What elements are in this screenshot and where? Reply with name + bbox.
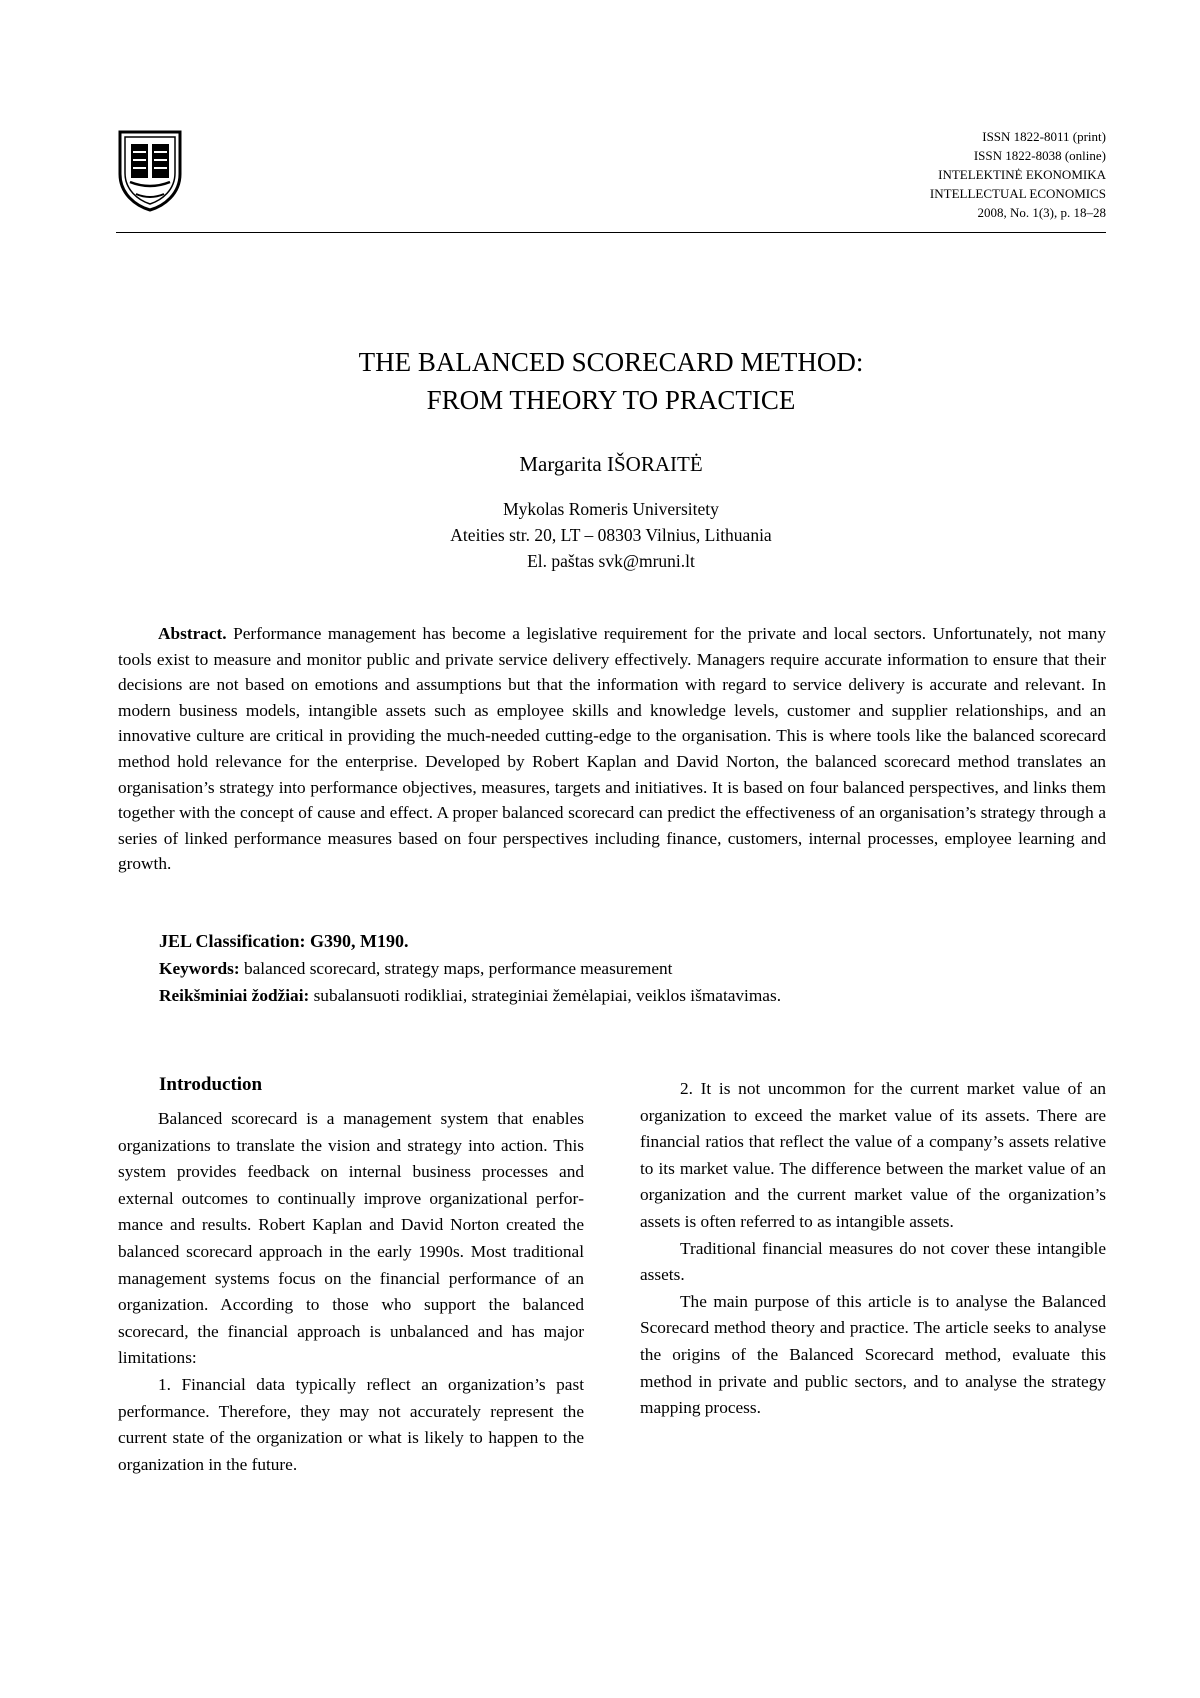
journal-issue: 2008, No. 1(3), p. 18–28 (977, 205, 1106, 220)
affiliation-university: Mykolas Romeris Universitety (503, 499, 719, 519)
keywords-line (159, 955, 781, 982)
introduction-heading: Introduction (159, 1074, 263, 1095)
abstract-text: Performance management has become a legislative requirement for the private and local sectors. Unfortunately, not many tools exist to measure and monitor public and private service delivery effectively. Managers require accurate information to ensure that their decisions are not based on emotions and assumptions but that the information with regard to service delivery is accurate and relevant. In modern business models, intangible assets such as employee skills and knowledge levels, customer and supplier relationships, and an innovative culture are critical in providing the much-needed cutting-edge to the organisation. This is where tools like the balanced scorecard method hold relevance for the enterprise. Developed by Robert Kaplan and David Norton, the balanced scorecard method translates an organisation’s strategy into performance objectives, measures, targets and initiatives. It is based on four balanced perspectives, and links them together with the concept of cause and effect. A proper balanced scorecard can predict the effectiveness of an organisation’s strategy through a series of linked performance measures based on four perspectives including finance, customers, internal processes, employee learning and growth. (118, 624, 1106, 874)
body-paragraph: Traditional financial measures do not cover these intangible assets. (640, 1238, 1106, 1285)
reiksminiai-text: subalansuoti rodikliai, strateginiai žemėlapiai, veiklos išmatavimas. (313, 986, 782, 1005)
author-name: Margarita IŠORAITĖ (519, 452, 703, 476)
journal-name-en: INTELLECTUAL ECONOMICS (929, 186, 1106, 201)
abstract-label: Abstract. (158, 624, 227, 643)
journal-name-lt: INTELEKTINĖ EKONOMIKA (938, 167, 1106, 182)
body-paragraph: 1. Financial data typically reflect an organization’s past performance. Therefore, they may not accurately represent the current state of the organization or what is likely to happen to the organization in the future. (118, 1374, 584, 1474)
reiksminiai-line (159, 982, 781, 1009)
affiliation-address: Ateities str. 20, LT – 08303 Vilnius, Lithuania (450, 525, 772, 545)
header-divider (116, 232, 1106, 233)
jel-classification: JEL Classification: G390, M190. (159, 931, 409, 951)
paper-title-line-2: FROM THEORY TO PRACTICE (426, 385, 796, 415)
paper-title-line-1: THE BALANCED SCORECARD METHOD: (358, 347, 864, 377)
paper-metadata (159, 928, 781, 1009)
body-paragraph: The main purpose of this article is to analyse the Balanced Scorecard method theory and practice. The article seeks to analyse the origins of the Balanced Scorecard method, evaluate this method in private and public sectors, and to analyse the strategy mapping process. (640, 1291, 1106, 1418)
body-paragraph: 2. It is not uncommon for the current market value of an organization to exceed the market value of its assets. There are financial ratios that reflect the value of a company’s assets relative to its market value. The difference between the market value of an organization and the current market value of the organization’s assets is often referred to as intangible assets. (640, 1079, 1106, 1231)
author-affiliation (0, 496, 1200, 574)
issn-print: ISSN 1822-8011 (print) (982, 129, 1106, 144)
keywords-text: balanced scorecard, strategy maps, performance measurement (243, 959, 673, 978)
keywords-label: Keywords: (159, 959, 240, 978)
affiliation-email: El. paštas svk@mruni.lt (527, 551, 695, 571)
issn-online: ISSN 1822-8038 (online) (973, 148, 1106, 163)
paper-title (0, 343, 1200, 419)
journal-info (930, 127, 1106, 222)
body-paragraph: Balanced scorecard is a management system that enables organizations to translate the vision and strategy into action. This system provides feedback on internal business processes and external outcomes to continually improve organizational performance and results. Robert Kaplan and David Norton created the balanced scorecard approach in the early 1990s. Most traditional management systems focus on the financial performance of an organization. According to those who support the balanced scorecard, the financial approach is unbalanced and has major limitations: (118, 1109, 584, 1368)
body-column-right (640, 1076, 1106, 1422)
abstract (118, 621, 1106, 877)
university-crest-logo (116, 128, 184, 212)
body-column-left (118, 1106, 584, 1478)
reiksminiai-label: Reikšminiai žodžiai: (159, 986, 310, 1005)
